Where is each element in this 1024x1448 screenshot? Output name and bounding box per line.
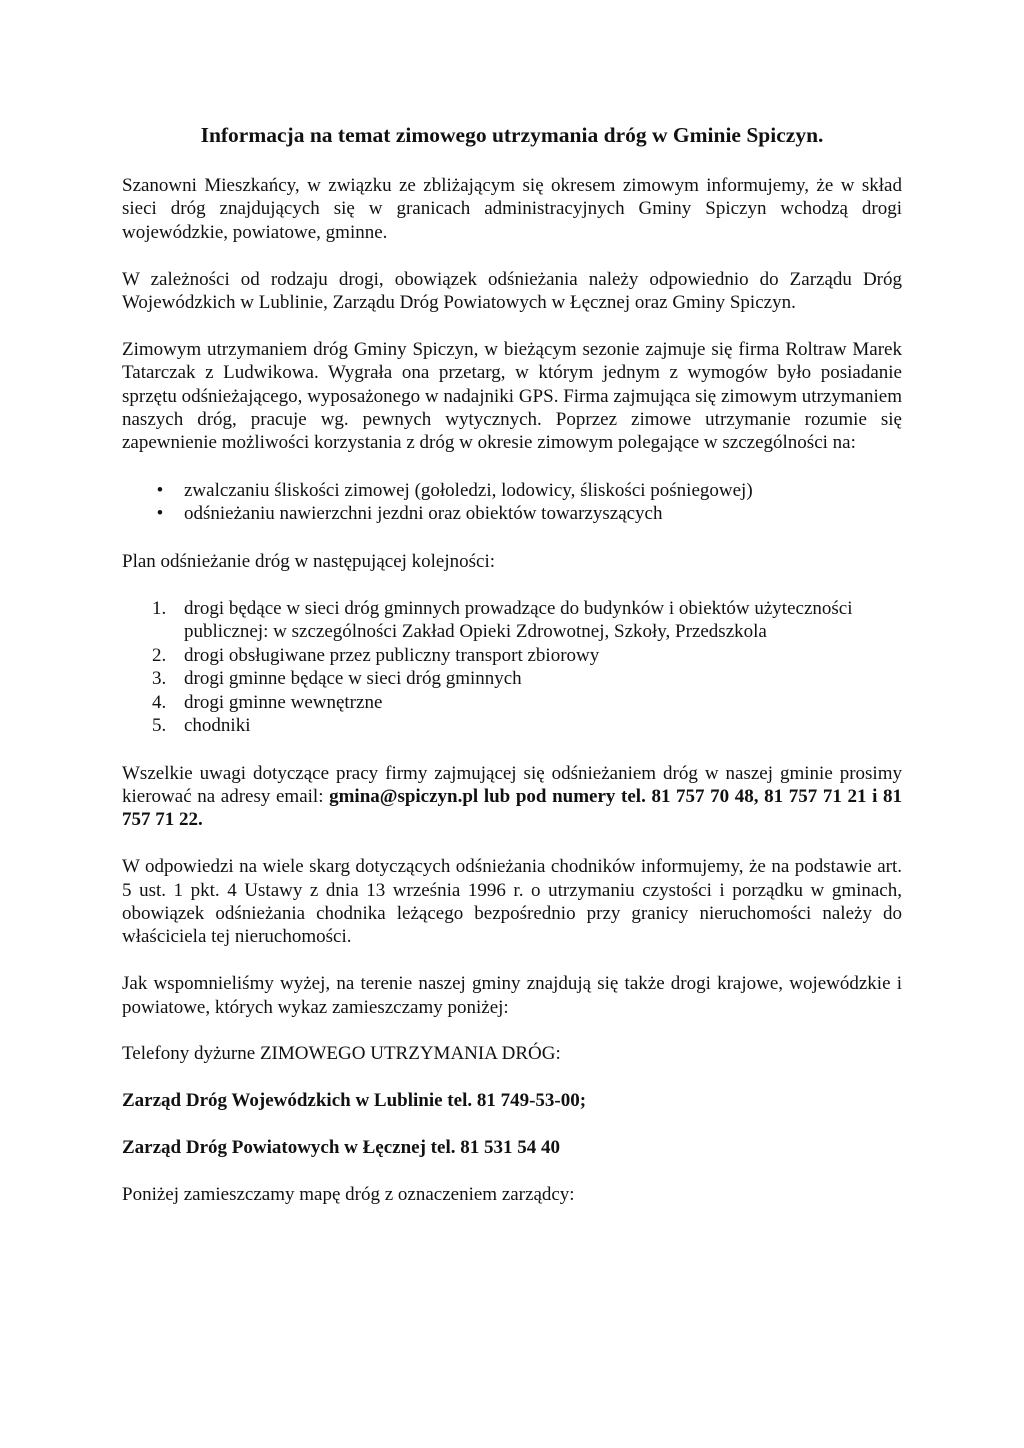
- list-item-text: drogi obsługiwane przez publiczny transport zbiorowy: [184, 644, 600, 666]
- list-item-text: drogi gminne będące w sieci dróg gminnych: [184, 668, 522, 690]
- list-item-number: 5.: [152, 715, 167, 737]
- list-item-number: 2.: [152, 644, 167, 666]
- map-intro: Poniżej zamieszczamy mapę dróg z oznaczeniem zarządcy:: [122, 1183, 575, 1205]
- list-item-text: chodniki: [184, 715, 251, 737]
- document-title: Informacja na temat zimowego utrzymania dróg w Gminie Spiczyn.: [200, 123, 824, 147]
- voivodeship-roads-contact: Zarząd Dróg Wojewódzkich w Lublinie tel. 81 749-53-00;: [122, 1090, 587, 1112]
- contact-details: gmina@spiczyn.pl lub pod numery tel. 81 757 70 48, 81 757 71 21 i 81 757 71 22.: [122, 785, 902, 831]
- paragraph-contractor: Zimowym utrzymaniem dróg Gminy Spiczyn, w bieżącym sezonie zajmuje się firma Roltraw Marek Tatarczak z Ludwikowa. Wygrała ona przetarg, w którym jednym z wymogów było posiadanie sprzętu odśnieżającego, wyposażonego w nadajniki GPS. Firma zajmująca się zimowym utrzymaniem naszych dróg, pracuje wg. pewnych wytycznych. Poprzez zimowe utrzymanie rozumie się zapewnienie możliwości korzystania z dróg w okresie zimowym polegające w szczególności na:: [122, 338, 902, 454]
- list-item: [122, 479, 902, 502]
- paragraph-contact: [122, 762, 902, 832]
- bullet-icon: •: [156, 479, 164, 501]
- list-item-text: drogi będące w sieci dróg gminnych prowadzące do budynków i obiektów użyteczności publicznej: w szczególności Zakład Opieki Zdrowotnej, Szkoły, Przedszkola: [184, 598, 853, 643]
- paragraph-plan-intro: Plan odśnieżanie dróg w następującej kolejności:: [122, 550, 496, 572]
- list-item-number: 1.: [152, 598, 167, 620]
- list-item: [122, 691, 902, 714]
- list-item: [122, 714, 902, 737]
- paragraph-sidewalks: W odpowiedzi na wiele skarg dotyczących odśnieżania chodników informujemy, że na podstawie art. 5 ust. 1 pkt. 4 Ustawy z dnia 13 września 1996 r. o utrzymaniu czystości i porządku w gminach, obowiązek odśnieżania chodnika leżącego bezpośrednio przy granicy nieruchomości należy do właściciela tej nieruchomości.: [122, 856, 902, 948]
- paragraph-roads-list: Jak wspomnieliśmy wyżej, na terenie naszej gminy znajdują się także drogi krajowe, wojewódzkie i powiatowe, których wykaz zamieszczamy poniżej:: [122, 973, 902, 1018]
- list-item-number: 4.: [152, 691, 167, 713]
- paragraph-responsibility: W zależności od rodzaju drogi, obowiązek odśnieżania należy odpowiednio do Zarządu Dróg Wojewódzkich w Lublinie, Zarządu Dróg Powiatowych w Łęcznej oraz Gminy Spiczyn.: [122, 268, 902, 314]
- document-content: [122, 122, 902, 1206]
- numbered-list: [122, 597, 902, 737]
- list-item: [122, 644, 902, 667]
- bullet-list: [122, 479, 902, 526]
- duty-phones-heading: Telefony dyżurne ZIMOWEGO UTRZYMANIA DRÓG:: [122, 1043, 561, 1065]
- list-item-text: odśnieżaniu nawierzchni jezdni oraz obiektów towarzyszących: [184, 503, 663, 525]
- paragraph-intro: Szanowni Mieszkańcy, w związku ze zbliżającym się okresem zimowym informujemy, że w skład sieci dróg znajdujących się w granicach administracyjnych Gminy Spiczyn wchodzą drogi wojewódzkie, powiatowe, gminne.: [122, 175, 902, 243]
- county-roads-contact: Zarząd Dróg Powiatowych w Łęcznej tel. 81 531 54 40: [122, 1136, 560, 1158]
- list-item: [122, 667, 902, 690]
- list-item-text: drogi gminne wewnętrzne: [184, 691, 383, 713]
- bullet-icon: •: [156, 503, 164, 525]
- list-item-number: 3.: [152, 668, 167, 690]
- list-item: [122, 597, 902, 644]
- list-item: [122, 502, 902, 525]
- list-item-text: zwalczaniu śliskości zimowej (gołoledzi, lodowicy, śliskości pośniegowej): [184, 479, 753, 501]
- contact-text: Wszelkie uwagi dotyczące pracy firmy zajmującej się odśnieżaniem dróg w naszej gminie prosimy kierować na adresy email:: [122, 762, 902, 807]
